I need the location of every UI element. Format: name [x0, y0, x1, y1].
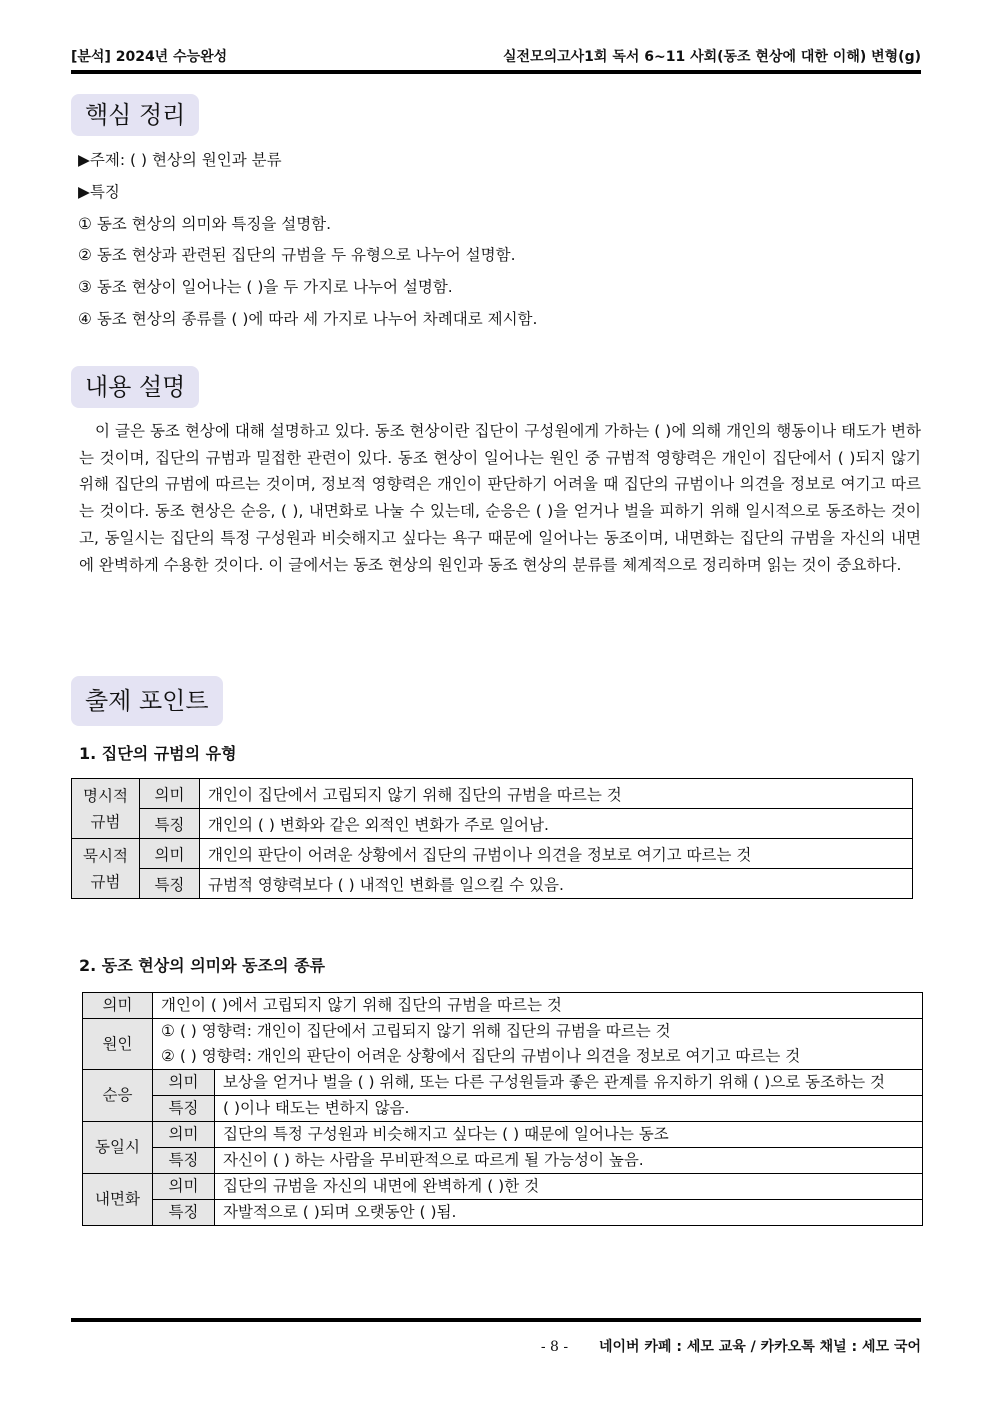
internalization-label: 내면화 [83, 1174, 153, 1226]
footer-text: 네이버 카페 : 세모 교육 / 카카오톡 채널 : 세모 국어 [598, 1339, 921, 1355]
internalization-feature: 자발적으로 ( )되며 오랫동안 ( )됨. [215, 1200, 923, 1226]
section-title-points: 출제 포인트 [71, 676, 223, 726]
sub-feature-label: 특징 [153, 1096, 215, 1122]
sub-meaning-label: 의미 [153, 1174, 215, 1200]
summary-item: ④ 동조 현상의 종류를 ( )에 따라 세 가지로 나누어 차례대로 제시함. [78, 310, 538, 328]
section-title-summary: 핵심 정리 [71, 94, 199, 136]
explicit-feature: 개인의 ( ) 변화와 같은 외적인 변화가 주로 일어남. [200, 809, 913, 839]
summary-item: ② 동조 현상과 관련된 집단의 규범을 두 유형으로 나누어 설명함. [78, 246, 516, 264]
compliance-feature: ( )이나 태도는 변하지 않음. [215, 1096, 923, 1122]
header-rule [71, 70, 921, 74]
meaning-label: 의미 [140, 779, 200, 809]
summary-features-label: ▶특징 [78, 183, 120, 201]
compliance-label: 순응 [83, 1070, 153, 1122]
subheading-conformity-types: 2. 동조 현상의 의미와 동조의 종류 [79, 956, 325, 975]
sub-feature-label: 특징 [153, 1148, 215, 1174]
summary-topic: ▶주제: ( ) 현상의 원인과 분류 [78, 151, 282, 169]
conformity-meaning-label: 의미 [83, 993, 153, 1019]
identification-meaning: 집단의 특정 구성원과 비슷해지고 싶다는 ( ) 때문에 일어나는 동조 [215, 1122, 923, 1148]
implicit-meaning: 개인의 판단이 어려운 상황에서 집단의 규범이나 의견을 정보로 여기고 따르는 것 [200, 839, 913, 869]
explicit-meaning: 개인이 집단에서 고립되지 않기 위해 집단의 규범을 따르는 것 [200, 779, 913, 809]
subheading-norm-types: 1. 집단의 규범의 유형 [79, 744, 237, 763]
content-paragraph [79, 418, 921, 578]
content-text: 이 글은 동조 현상에 대해 설명하고 있다. 동조 현상이란 집단이 구성원에게 가하는 ( )에 의해 개인의 행동이나 태도가 변하는 것이며, 집단의 규범과 밀접한 관련이 있다. 동조 현상이 일어나는 원인 중 규범적 영향력은 개인이 집단에서 ( )되지 않기 위해 집단의 규범에 따르는 것이며, 정보적 영향력은 개인이 판단하기 어려울 때 집단의 규범이나 의견을 정보로 여기고 따르는 것이다. 동조 현상은 순응, ( ), 내면화로 나눌 수 있는데, 순응은 ( )을 얻거나 벌을 피하기 위해 일시적으로 동조하는 것이고, 동일시는 집단의 특정 구성원과 비슷해지고 싶다는 욕구 때문에 일어나는 동조이며, 내면화는 집단의 규범을 자신의 내면에 완벽하게 수용한 것이다. 이 글에서는 동조 현상의 원인과 동조 현상의 분류를 체계적으로 정리하며 읽는 것이 중요하다. [79, 422, 921, 574]
section-title-content: 내용 설명 [71, 366, 199, 408]
internalization-meaning: 집단의 규범을 자신의 내면에 완벽하게 ( )한 것 [215, 1174, 923, 1200]
identification-feature: 자신이 ( ) 하는 사람을 무비판적으로 따르게 될 가능성이 높음. [215, 1148, 923, 1174]
explicit-norm-label: 명시적 규범 [72, 779, 140, 839]
meaning-label: 의미 [140, 839, 200, 869]
identification-label: 동일시 [83, 1122, 153, 1174]
conformity-types-table [82, 992, 923, 1226]
sub-meaning-label: 의미 [153, 1070, 215, 1096]
header-right: 실전모의고사1회 독서 6~11 사회(동조 현상에 대한 이해) 변형(g) [503, 49, 921, 65]
page-number: - 8 - [540, 1339, 569, 1355]
conformity-meaning-text: 개인이 ( )에서 고립되지 않기 위해 집단의 규범을 따르는 것 [153, 993, 923, 1019]
cause-informational: ② ( ) 영향력: 개인의 판단이 어려운 상황에서 집단의 규범이나 의견을 정보로 여기고 따르는 것 [161, 1047, 801, 1065]
footer-rule [71, 1318, 921, 1322]
header-left: [분석] 2024년 수능완성 [71, 49, 228, 65]
implicit-feature: 규범적 영향력보다 ( ) 내적인 변화를 일으킬 수 있음. [200, 869, 913, 899]
summary-item: ③ 동조 현상이 일어나는 ( )을 두 가지로 나누어 설명함. [78, 278, 453, 296]
sub-meaning-label: 의미 [153, 1122, 215, 1148]
page-footer [541, 1336, 921, 1356]
feature-label: 특징 [140, 869, 200, 899]
compliance-meaning: 보상을 얻거나 벌을 ( ) 위해, 또는 다른 구성원들과 좋은 관계를 유지하기 위해 ( )으로 동조하는 것 [215, 1070, 923, 1096]
sub-feature-label: 특징 [153, 1200, 215, 1226]
summary-item: ① 동조 현상의 의미와 특징을 설명함. [78, 215, 332, 233]
cause-cell [153, 1019, 923, 1070]
feature-label: 특징 [140, 809, 200, 839]
cause-normative: ① ( ) 영향력: 개인이 집단에서 고립되지 않기 위해 집단의 규범을 따르는 것 [161, 1022, 671, 1040]
implicit-norm-label: 묵시적 규범 [72, 839, 140, 899]
cause-label: 원인 [83, 1019, 153, 1070]
norm-types-table [71, 778, 913, 899]
page-header [71, 42, 921, 70]
